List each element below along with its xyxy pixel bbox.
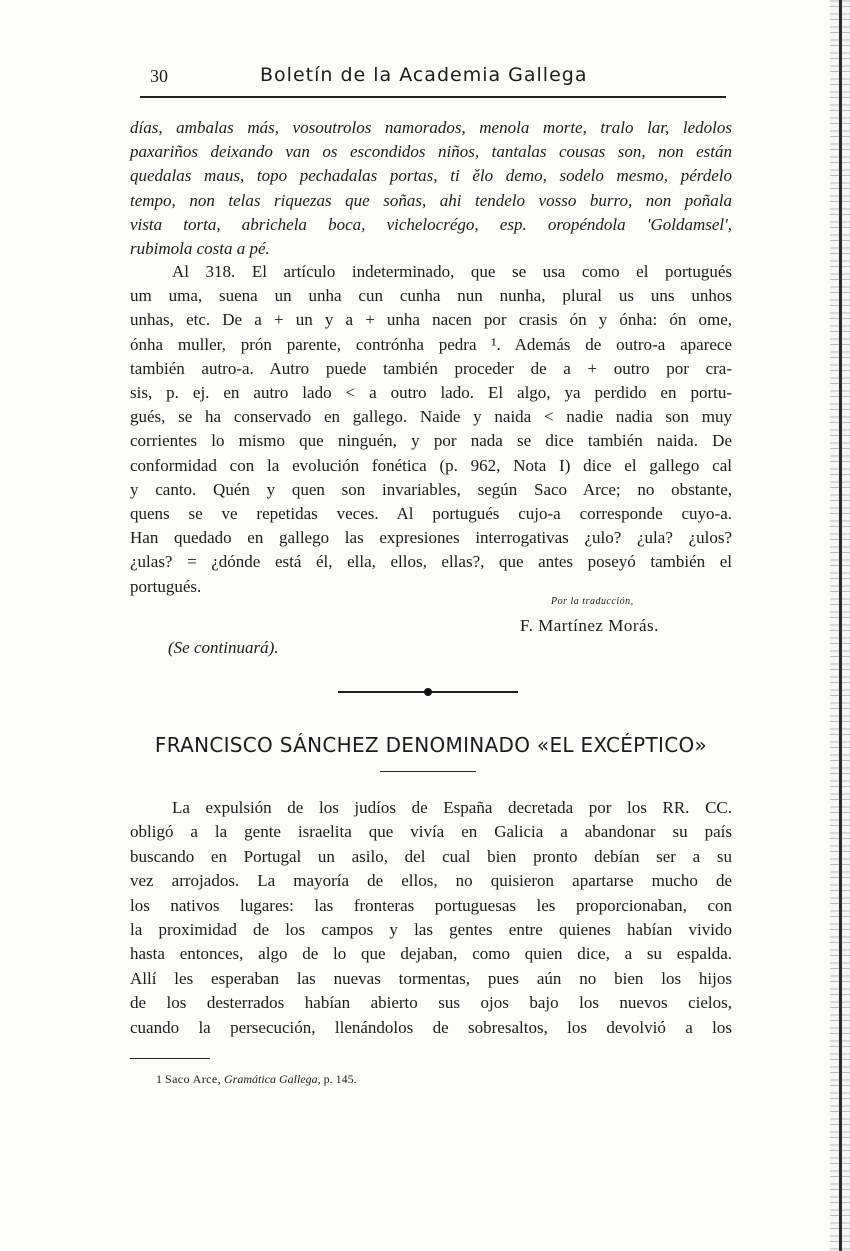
running-head-title: Boletín de la Academia Gallega	[260, 64, 588, 86]
text-line: gués, se ha conservado en gallego. Naide y naida < nadie nadia son muy	[130, 407, 732, 427]
text-line: rubimola costa a pé.	[130, 239, 270, 259]
text-line: Al 318. El artículo indeterminado, que se usa como el portugués	[172, 262, 732, 281]
footnote	[156, 1072, 357, 1087]
text-line: de los desterrados habían abierto sus ojos bajo los nuevos cielos,	[130, 993, 732, 1013]
text-line: unhas, etc. De a + un y a + unha nacen por crasis ón y ónha: ón ome,	[130, 310, 732, 330]
text-line: quens se ve repetidas veces. Al portugués cujo-a corresponde cuyo-a.	[130, 504, 732, 524]
text-line: Allí les esperaban las nuevas tormentas, pues aún no bien los hijos	[130, 968, 732, 988]
text-line: la proximidad de los campos y las gentes entre quienes habían vivido	[130, 920, 732, 940]
text-line: paxariños deixando van os escondidos niños, tantalas cousas son, non están	[130, 142, 732, 162]
scan-edge-line	[839, 0, 842, 1251]
text-line: sis, p. ej. en autro lado < a outro lado. El algo, ya perdido en portu-	[130, 383, 732, 403]
text-line: um uma, suena un unha cun cunha nun nunha, plural us uns unhos	[130, 286, 732, 306]
text-line: los nativos lugares: las fronteras portuguesas les proporcionaban, con	[130, 895, 732, 915]
article-title: FRANCISCO SÁNCHEZ DENOMINADO «EL EXCÉPTICO»	[154, 733, 708, 757]
footnote-author: Saco Arce,	[165, 1072, 221, 1086]
text-line: ónha muller, prón parente, contrónha pedra ¹. Además de outro-a aparece	[130, 334, 732, 354]
text-line: cuando la persecución, llenándolos de sobresaltos, los devolvió a los	[130, 1017, 732, 1037]
text-line: obligó a la gente israelita que vivía en Galicia a abandonar su país	[130, 822, 732, 842]
text-line: Han quedado en gallego las expresiones interrogativas ¿ulo? ¿ula? ¿ulos?	[130, 528, 732, 548]
continuation-paragraph	[130, 116, 732, 261]
article-paragraph	[130, 796, 732, 1040]
translation-credit-label: Por la traducción,	[551, 596, 634, 607]
text-line: vez arrojados. La mayoría de ellos, no quisieron apartarse mucho de	[130, 871, 732, 891]
continuation-note: (Se continuará).	[168, 638, 279, 657]
header-rule	[140, 96, 726, 98]
divider-dot	[424, 688, 432, 696]
text-line: quedalas maus, topo pechadalas portas, ti ělo demo, sodelo mesmo, pérdelo	[130, 166, 732, 186]
text-line: ¿ulas? = ¿dónde está él, ella, ellos, ellas?, que antes poseyó también el	[130, 552, 732, 572]
text-line: hasta entonces, algo de lo que dejaban, como quien dice, a su espalda.	[130, 944, 732, 964]
page-number: 30	[150, 66, 168, 86]
title-underline-rule	[380, 771, 476, 772]
text-line: también autro-a. Autro puede también proceder de a + outro por cra-	[130, 358, 732, 378]
section-318-paragraph	[130, 260, 732, 599]
footnote-work: Gramática Gallega,	[223, 1072, 321, 1086]
text-line: tempo, non telas riquezas que soñas, ahi tendelo vosso burro, non poñala	[130, 190, 732, 210]
text-line: vista torta, abrichela boca, vichelocrégo, esp. oropéndola 'Goldamsel',	[130, 214, 732, 234]
footnote-number: 1	[156, 1072, 162, 1086]
text-line: conformidad con la evolución fonética (p. 962, Nota I) dice el gallego cal	[130, 455, 732, 475]
text-line: portugués.	[130, 576, 202, 596]
text-line: días, ambalas más, vosoutrolos namorados, menola morte, tralo lar, ledolos	[130, 118, 732, 137]
text-line: buscando en Portugal un asilo, del cual bien pronto debían ser a su	[130, 846, 732, 866]
text-line: y canto. Quén y quen son invariables, según Saco Arce; no obstante,	[130, 479, 732, 499]
text-line: La expulsión de los judíos de España decretada por los RR. CC.	[172, 798, 732, 817]
translator-name: F. Martínez Morás.	[520, 616, 659, 635]
section-divider-ornament	[338, 686, 518, 698]
footnote-rule	[130, 1058, 210, 1059]
footnote-page: p. 145.	[323, 1072, 357, 1086]
text-line: corrientes lo mismo que ninguén, y por nada se dice también naida. De	[130, 431, 732, 451]
